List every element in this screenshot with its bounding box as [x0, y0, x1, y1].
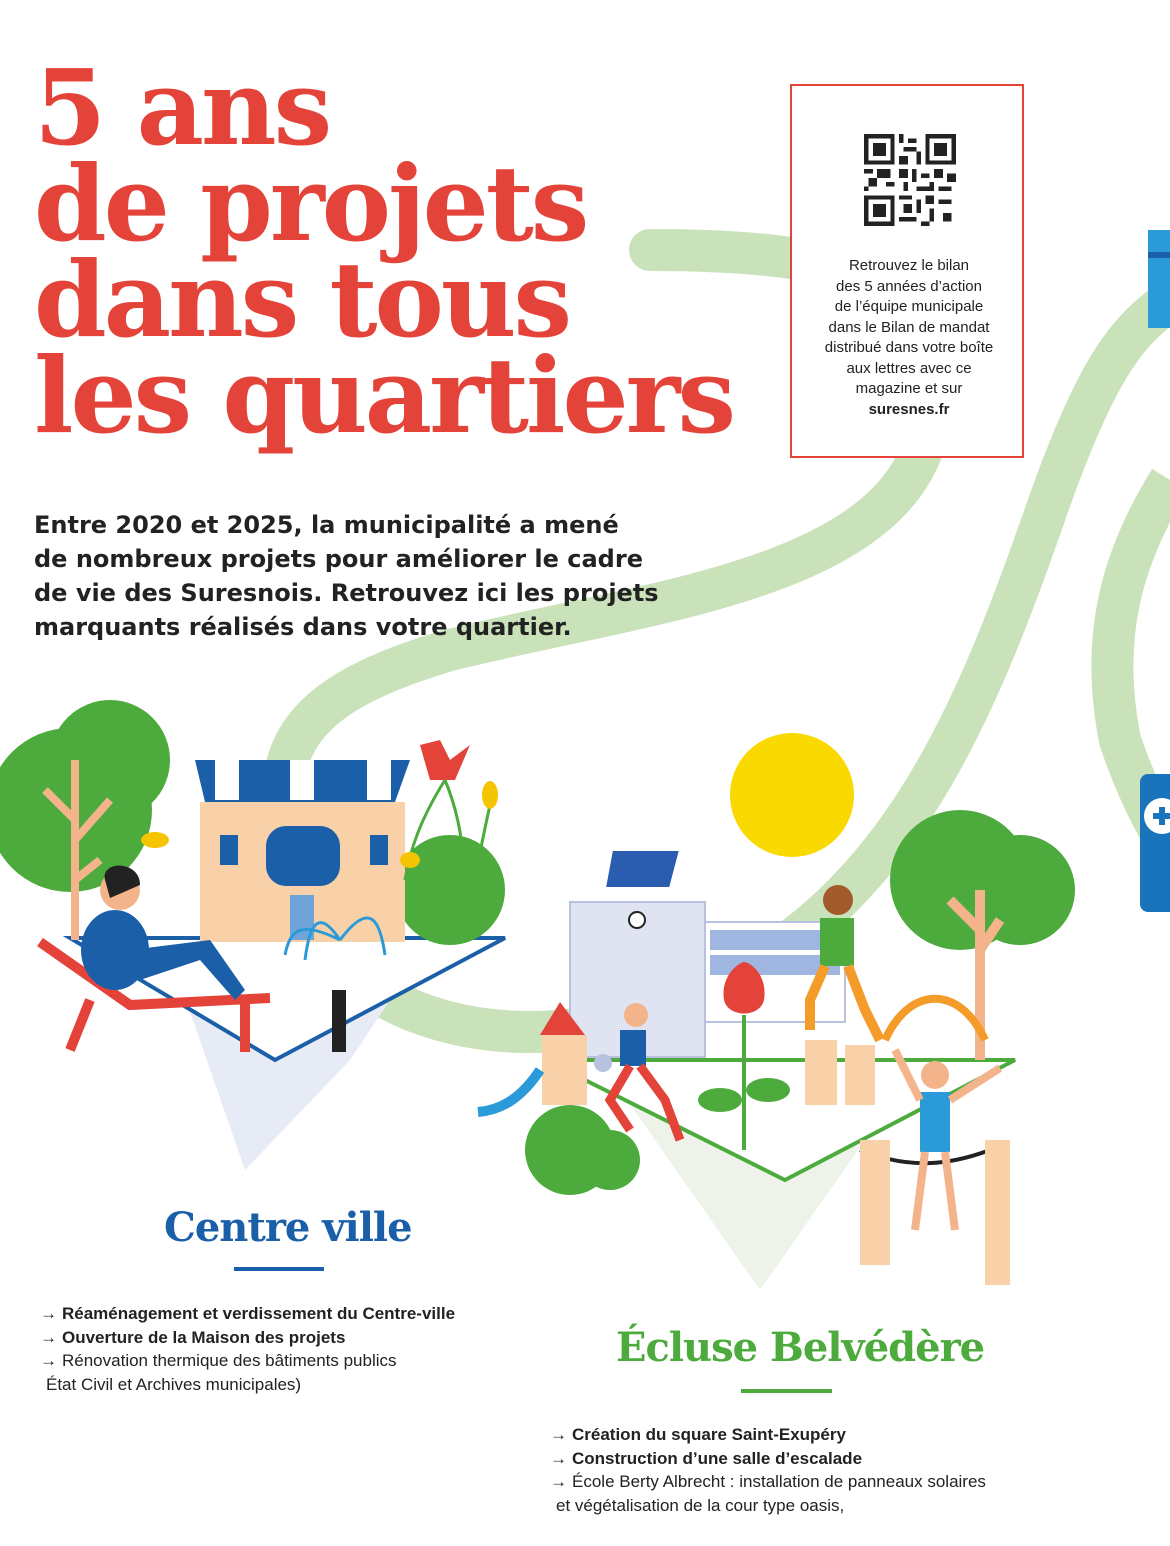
list-item: [550, 1470, 986, 1517]
project-list-ecluse-belvedere: [550, 1423, 986, 1517]
list-item: → Réaménagement et verdissement du Centre-ville: [40, 1302, 455, 1326]
divider: [234, 1267, 324, 1271]
intro-line: de vie des Suresnois. Retrouvez ici les projets: [34, 579, 659, 607]
project-list-centre-ville: [40, 1302, 455, 1396]
title-line: 5 ans: [34, 46, 330, 169]
qr-caption-line: distribué dans votre boîte: [824, 339, 994, 356]
qr-caption-line: Retrouvez le bilan: [848, 257, 970, 274]
list-item-text: Rénovation thermique des bâtiments publics: [62, 1351, 397, 1370]
yellow-flower: [482, 781, 498, 809]
qr-info-box: [790, 84, 1024, 458]
sun: [730, 733, 854, 857]
qr-caption-line: dans le Bilan de mandat: [828, 318, 990, 336]
bridge: [885, 999, 985, 1040]
more-tab[interactable]: [1140, 774, 1170, 912]
list-item: → Construction d’une salle d’escalade: [550, 1447, 986, 1471]
child-running: [624, 1003, 648, 1027]
list-item-continuation: et végétalisation de la cour type oasis,: [556, 1495, 845, 1515]
intro-line: de nombreux projets pour améliorer le cadre: [34, 545, 643, 573]
district-title-centre-ville: Centre ville: [164, 1204, 412, 1251]
list-item: → Ouverture de la Maison des projets: [40, 1326, 455, 1350]
log-step: [805, 1040, 837, 1105]
title-line: dans tous: [34, 238, 570, 361]
solar-panel-icon: [605, 850, 680, 888]
person-balancing: [921, 1061, 949, 1089]
intro-paragraph: [34, 508, 674, 644]
edge-building: [1148, 230, 1170, 328]
red-flower: [420, 740, 470, 780]
qr-caption-line: magazine et sur: [855, 380, 963, 397]
page-title: [34, 46, 734, 457]
qr-caption-line: aux lettres avec ce: [846, 359, 972, 377]
qr-caption-line: de l’équipe municipale: [834, 298, 984, 315]
title-line: de projets: [34, 142, 587, 265]
clock-icon: [629, 912, 645, 928]
qr-caption: [802, 256, 1016, 420]
child-climbing: [823, 885, 853, 915]
list-item-continuation: État Civil et Archives municipales): [46, 1374, 302, 1394]
intro-line: Entre 2020 et 2025, la municipalité a mené: [34, 511, 619, 539]
qr-caption-line: des 5 années d’action: [836, 277, 982, 295]
website-link[interactable]: suresnes.fr: [868, 400, 950, 418]
district-title-ecluse-belvedere: Écluse Belvédère: [616, 1324, 985, 1371]
title-line: les quartiers: [34, 334, 734, 457]
intro-line: marquants réalisés dans votre quartier.: [34, 613, 572, 641]
qr-code-icon[interactable]: [864, 134, 956, 226]
list-item: [40, 1349, 455, 1396]
list-item: → Création du square Saint-Exupéry: [550, 1423, 986, 1447]
slide: [478, 1070, 540, 1112]
divider: [741, 1389, 832, 1393]
plus-icon[interactable]: [1144, 798, 1170, 834]
ball: [594, 1054, 612, 1072]
list-item-text: École Berty Albrecht : installation de panneaux solaires: [572, 1472, 986, 1491]
